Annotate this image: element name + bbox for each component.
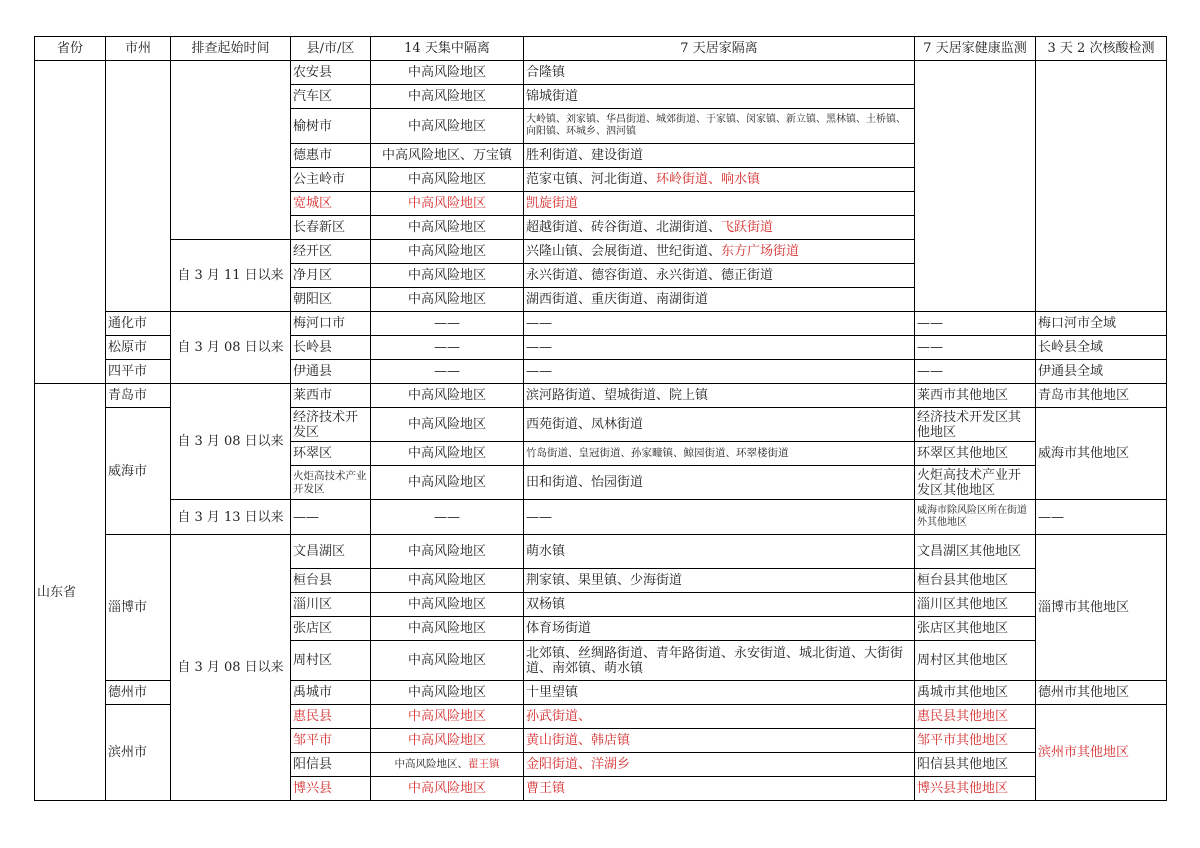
county-cell: 莱西市: [291, 384, 371, 408]
q7-cell: 大岭镇、刘家镇、华昌街道、城郊街道、于家镇、闵家镇、新立镇、黑林镇、土桥镇、向阳镇、环城乡、泗河镇: [524, 109, 915, 144]
m7-cell: 威海市除风险区所在街道外其他地区: [915, 500, 1036, 535]
county-cell: 环翠区: [291, 442, 371, 466]
time-cell-blank: [171, 61, 291, 240]
n3-cell: 威海市其他地区: [1036, 408, 1167, 500]
m7-cell: ——: [915, 312, 1036, 336]
header-7day-home-quarantine: 7 天居家隔离: [524, 37, 915, 61]
q14-text: 中高风险地区、: [394, 758, 468, 770]
q7-text-highlight: 东方广场街道: [721, 244, 800, 259]
m7-cell: 火炬高技术产业开发区其他地区: [915, 466, 1036, 500]
q7-text-highlight: 飞跃街道: [721, 220, 774, 235]
q14-cell: [371, 753, 524, 777]
q7-cell: ——: [524, 360, 915, 384]
q14-cell: 中高风险地区: [371, 641, 524, 681]
q7-cell: [524, 216, 915, 240]
q14-text-highlight: 翟王镇: [468, 758, 500, 770]
n3-cell: ——: [1036, 500, 1167, 535]
q7-cell: 萌水镇: [524, 535, 915, 569]
county-cell: 伊通县: [291, 360, 371, 384]
q7-cell: 锦城街道: [524, 85, 915, 109]
n3-cell: 青岛市其他地区: [1036, 384, 1167, 408]
q14-cell: 中高风险地区: [371, 593, 524, 617]
header-14day-quarantine: 14 天集中隔离: [371, 37, 524, 61]
city-cell: 四平市: [106, 360, 171, 384]
table-row: [35, 500, 1167, 535]
q14-cell: ——: [371, 336, 524, 360]
city-cell: 滨州市: [106, 705, 171, 801]
q14-cell: ——: [371, 360, 524, 384]
county-cell: 禹城市: [291, 681, 371, 705]
q7-cell: 双杨镇: [524, 593, 915, 617]
city-cell-changchun: [106, 61, 171, 312]
county-cell: 张店区: [291, 617, 371, 641]
q7-cell: 合隆镇: [524, 61, 915, 85]
county-cell: 梅河口市: [291, 312, 371, 336]
county-cell: 火炬高技术产业开发区: [291, 466, 371, 500]
county-cell: 榆树市: [291, 109, 371, 144]
m7-cell: 禹城市其他地区: [915, 681, 1036, 705]
q14-cell: 中高风险地区: [371, 729, 524, 753]
n3-cell: 梅口河市全域: [1036, 312, 1167, 336]
q14-cell: 中高风险地区: [371, 617, 524, 641]
q14-cell: 中高风险地区: [371, 384, 524, 408]
q14-cell: 中高风险地区: [371, 705, 524, 729]
table-row: [35, 535, 1167, 569]
q7-cell: [524, 168, 915, 192]
time-cell: 自 3 月 08 日以来: [171, 384, 291, 500]
m7-cell: 张店区其他地区: [915, 617, 1036, 641]
m7-cell: 环翠区其他地区: [915, 442, 1036, 466]
q14-cell: 中高风险地区: [371, 442, 524, 466]
q14-cell: 中高风险地区: [371, 535, 524, 569]
q14-cell: 中高风险地区: [371, 466, 524, 500]
county-cell: 净月区: [291, 264, 371, 288]
county-cell: 农安县: [291, 61, 371, 85]
n3-cell-blank: [1036, 61, 1167, 312]
city-cell: 威海市: [106, 408, 171, 535]
q7-cell: 孙武街道、: [524, 705, 915, 729]
m7-cell: 文昌湖区其他地区: [915, 535, 1036, 569]
q7-cell: 竹岛街道、皇冠街道、孙家疃镇、鲸园街道、环翠楼街道: [524, 442, 915, 466]
county-cell: 阳信县: [291, 753, 371, 777]
q14-cell: 中高风险地区: [371, 264, 524, 288]
county-cell: 宽城区: [291, 192, 371, 216]
county-cell: 德惠市: [291, 144, 371, 168]
table-row: [35, 61, 1167, 85]
q7-cell: 曹王镇: [524, 777, 915, 801]
header-province: 省份: [35, 37, 106, 61]
q7-cell: 胜利街道、建设街道: [524, 144, 915, 168]
header-7day-health-monitoring: 7 天居家健康监测: [915, 37, 1036, 61]
time-cell: 自 3 月 11 日以来: [171, 240, 291, 312]
county-cell: 周村区: [291, 641, 371, 681]
county-cell: 桓台县: [291, 569, 371, 593]
q14-cell: 中高风险地区: [371, 681, 524, 705]
county-cell: 博兴县: [291, 777, 371, 801]
province-cell-jilin: [35, 61, 106, 384]
q14-cell: 中高风险地区: [371, 168, 524, 192]
q7-cell: ——: [524, 336, 915, 360]
city-cell: 松原市: [106, 336, 171, 360]
city-cell: 淄博市: [106, 535, 171, 681]
county-cell: 惠民县: [291, 705, 371, 729]
m7-cell: ——: [915, 336, 1036, 360]
q14-cell: ——: [371, 312, 524, 336]
q7-text: 兴隆山镇、会展街道、世纪街道、: [526, 244, 722, 259]
m7-cell: 莱西市其他地区: [915, 384, 1036, 408]
county-cell: 文昌湖区: [291, 535, 371, 569]
q14-cell: 中高风险地区: [371, 777, 524, 801]
q14-cell: 中高风险地区: [371, 408, 524, 442]
header-county: 县/市/区: [291, 37, 371, 61]
city-cell: 青岛市: [106, 384, 171, 408]
m7-cell-blank: [915, 61, 1036, 312]
q14-cell: 中高风险地区: [371, 192, 524, 216]
q14-cell: 中高风险地区: [371, 288, 524, 312]
q7-cell: 金阳街道、洋湖乡: [524, 753, 915, 777]
q7-cell: [524, 240, 915, 264]
time-cell: 自 3 月 08 日以来: [171, 312, 291, 384]
q14-cell: ——: [371, 500, 524, 535]
m7-cell: 邹平市其他地区: [915, 729, 1036, 753]
header-start-time: 排查起始时间: [171, 37, 291, 61]
header-city: 市州: [106, 37, 171, 61]
county-cell: 淄川区: [291, 593, 371, 617]
q14-cell: 中高风险地区、万宝镇: [371, 144, 524, 168]
county-cell: 长岭县: [291, 336, 371, 360]
q7-cell: 十里望镇: [524, 681, 915, 705]
q7-cell: 湖西街道、重庆街道、南湖街道: [524, 288, 915, 312]
header-row: [35, 37, 1167, 61]
time-cell: 自 3 月 08 日以来: [171, 535, 291, 801]
q7-text-highlight: 环岭街道、响水镇: [656, 172, 761, 187]
m7-cell: 博兴县其他地区: [915, 777, 1036, 801]
n3-cell: 滨州市其他地区: [1036, 705, 1167, 801]
county-cell: 经开区: [291, 240, 371, 264]
q7-cell: 永兴街道、德容街道、永兴街道、德正街道: [524, 264, 915, 288]
q14-cell: 中高风险地区: [371, 85, 524, 109]
q7-cell: 北郊镇、丝绸路街道、青年路街道、永安街道、城北街道、大街街道、南郊镇、萌水镇: [524, 641, 915, 681]
q14-cell: 中高风险地区: [371, 216, 524, 240]
m7-cell: 经济技术开发区其他地区: [915, 408, 1036, 442]
header-3day-nucleic-test: 3 天 2 次核酸检测: [1036, 37, 1167, 61]
q7-cell: 体育场街道: [524, 617, 915, 641]
county-cell: 邹平市: [291, 729, 371, 753]
county-cell: 长春新区: [291, 216, 371, 240]
table-row: [35, 312, 1167, 336]
q7-cell: 荆家镇、果里镇、少海街道: [524, 569, 915, 593]
q14-cell: 中高风险地区: [371, 569, 524, 593]
time-cell: 自 3 月 13 日以来: [171, 500, 291, 535]
n3-cell: 淄博市其他地区: [1036, 535, 1167, 681]
m7-cell: 周村区其他地区: [915, 641, 1036, 681]
n3-cell: 伊通县全域: [1036, 360, 1167, 384]
q14-cell: 中高风险地区: [371, 240, 524, 264]
quarantine-table: [34, 36, 1167, 801]
q7-text: 范家屯镇、河北街道、: [526, 172, 657, 187]
q7-text: 超越街道、砖谷街道、北湖街道、: [526, 220, 722, 235]
m7-cell: 阳信县其他地区: [915, 753, 1036, 777]
n3-cell: 德州市其他地区: [1036, 681, 1167, 705]
county-cell: 经济技术开发区: [291, 408, 371, 442]
q7-cell: 黄山街道、韩店镇: [524, 729, 915, 753]
county-cell: 朝阳区: [291, 288, 371, 312]
m7-cell: 桓台县其他地区: [915, 569, 1036, 593]
province-cell: 山东省: [35, 384, 106, 801]
city-cell: 通化市: [106, 312, 171, 336]
n3-cell: 长岭县全域: [1036, 336, 1167, 360]
q7-cell: 凯旋街道: [524, 192, 915, 216]
q7-cell: 田和街道、怡园街道: [524, 466, 915, 500]
q14-cell: 中高风险地区: [371, 61, 524, 85]
q7-cell: 滨河路街道、望城街道、院上镇: [524, 384, 915, 408]
county-cell: 公主岭市: [291, 168, 371, 192]
m7-cell: 惠民县其他地区: [915, 705, 1036, 729]
county-cell: 汽车区: [291, 85, 371, 109]
m7-cell: 淄川区其他地区: [915, 593, 1036, 617]
m7-cell: ——: [915, 360, 1036, 384]
q7-cell: ——: [524, 312, 915, 336]
table-row: [35, 384, 1167, 408]
q14-cell: 中高风险地区: [371, 109, 524, 144]
q7-cell: 西苑街道、凤林街道: [524, 408, 915, 442]
q7-cell: ——: [524, 500, 915, 535]
county-cell: ——: [291, 500, 371, 535]
city-cell: 德州市: [106, 681, 171, 705]
